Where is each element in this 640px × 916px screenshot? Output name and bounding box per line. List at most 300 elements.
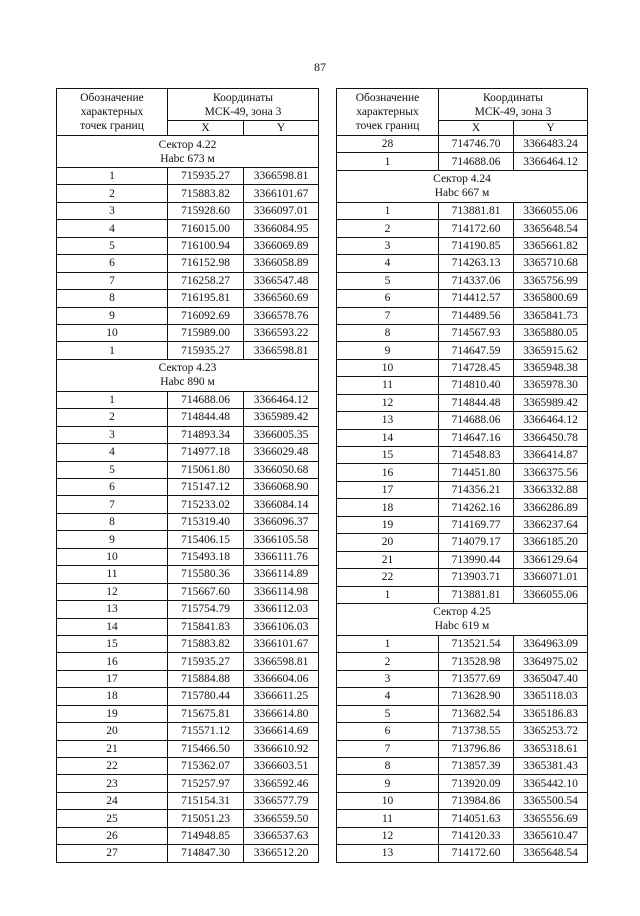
y-coordinate-cell: 3365318.61 [514, 740, 588, 757]
point-number-cell: 10 [337, 792, 439, 809]
point-number-cell: 13 [337, 845, 439, 862]
y-coordinate-cell: 3366578.76 [244, 307, 319, 324]
point-number-cell: 23 [57, 775, 168, 792]
x-coordinate-cell: 715675.81 [168, 705, 244, 722]
x-coordinate-cell: 715580.36 [168, 566, 244, 583]
point-number-cell: 4 [57, 220, 168, 237]
table-row [57, 531, 319, 548]
point-number-cell: 10 [337, 359, 439, 376]
x-coordinate-cell: 714647.59 [439, 342, 514, 359]
y-coordinate-cell: 3365253.72 [514, 723, 588, 740]
y-coordinate-cell: 3365442.10 [514, 775, 588, 792]
point-number-cell: 15 [337, 447, 439, 464]
table-row [337, 429, 588, 446]
x-coordinate-cell: 713857.39 [439, 758, 514, 775]
point-number-cell: 2 [57, 185, 168, 202]
point-number-cell: 3 [337, 670, 439, 687]
point-label-header-line: Обозначение [355, 92, 420, 104]
y-coordinate-cell: 3366464.12 [514, 153, 588, 170]
x-coordinate-cell: 716258.27 [168, 272, 244, 289]
table-row [57, 758, 319, 775]
x-coordinate-cell: 715233.02 [168, 496, 244, 513]
y-coordinate-cell: 3366560.69 [244, 290, 319, 307]
point-number-cell: 2 [337, 220, 439, 237]
y-coordinate-cell: 3366603.51 [244, 758, 319, 775]
y-coordinate-cell: 3366068.90 [244, 479, 319, 496]
point-number-cell: 7 [57, 272, 168, 289]
y-coordinate-cell: 3366106.03 [244, 618, 319, 635]
x-coordinate-cell: 714172.60 [439, 220, 514, 237]
table-row [337, 551, 588, 568]
table-row [57, 220, 319, 237]
x-coordinate-cell: 715667.60 [168, 583, 244, 600]
coordinates-table-right [336, 88, 588, 863]
table-row [57, 255, 319, 272]
x-coordinate-cell: 715928.60 [168, 202, 244, 219]
y-coordinate-cell: 3366101.67 [244, 635, 319, 652]
point-number-cell: 17 [57, 670, 168, 687]
point-number-cell: 11 [337, 810, 439, 827]
sector-header-row [337, 170, 588, 202]
x-coordinate-cell: 714262.16 [439, 499, 514, 516]
y-coordinate-cell: 3366071.01 [514, 569, 588, 586]
table-row [337, 670, 588, 687]
table-row [337, 481, 588, 498]
point-number-cell: 8 [337, 324, 439, 341]
table-row [337, 516, 588, 533]
coordinates-header-line: МСК-49, зона 3 [204, 105, 282, 118]
x-coordinate-cell: 715935.27 [168, 342, 244, 359]
x-coordinate-cell: 713903.71 [439, 569, 514, 586]
table-row [57, 583, 319, 600]
x-coordinate-cell: 714948.85 [168, 827, 244, 844]
x-coordinate-cell: 714548.83 [439, 447, 514, 464]
point-number-cell: 8 [57, 290, 168, 307]
x-coordinate-cell: 714977.18 [168, 444, 244, 461]
y-coordinate-cell: 3366029.48 [244, 444, 319, 461]
table-row [57, 444, 319, 461]
point-number-cell: 19 [57, 705, 168, 722]
sector-header-row [57, 359, 319, 391]
y-coordinate-cell: 3366414.87 [514, 447, 588, 464]
point-number-cell: 22 [337, 569, 439, 586]
point-number-cell: 1 [337, 202, 439, 219]
point-number-cell: 16 [57, 653, 168, 670]
y-coordinate-cell: 3366114.98 [244, 583, 319, 600]
point-number-cell: 2 [57, 409, 168, 426]
coordinates-header [439, 89, 588, 121]
x-coordinate-cell: 715884.88 [168, 670, 244, 687]
x-coordinate-cell: 716092.69 [168, 307, 244, 324]
table-row [337, 827, 588, 844]
y-coordinate-cell: 3366537.63 [244, 827, 319, 844]
table-row [337, 255, 588, 272]
point-number-cell: 14 [57, 618, 168, 635]
x-coordinate-cell: 715989.00 [168, 324, 244, 341]
table-row [57, 237, 319, 254]
point-number-cell: 4 [337, 688, 439, 705]
table-row [57, 479, 319, 496]
point-number-cell: 13 [57, 601, 168, 618]
point-number-cell: 14 [337, 429, 439, 446]
x-coordinate-cell: 714412.57 [439, 290, 514, 307]
point-number-cell: 15 [57, 635, 168, 652]
x-coordinate-cell: 714844.48 [168, 409, 244, 426]
y-coordinate-cell: 3365841.73 [514, 307, 588, 324]
point-number-cell: 9 [337, 342, 439, 359]
y-coordinate-cell: 3366375.56 [514, 464, 588, 481]
y-coordinate-cell: 3366237.64 [514, 516, 588, 533]
table-row [337, 290, 588, 307]
table-row [57, 705, 319, 722]
point-number-cell: 13 [337, 412, 439, 429]
y-coordinate-cell: 3365800.69 [514, 290, 588, 307]
table-row [57, 202, 319, 219]
table-row [337, 220, 588, 237]
x-coordinate-cell: 714489.56 [439, 307, 514, 324]
y-column-header: Y [514, 121, 588, 136]
y-coordinate-cell: 3366450.78 [514, 429, 588, 446]
y-coordinate-cell: 3366101.67 [244, 185, 319, 202]
y-coordinate-cell: 3366614.69 [244, 723, 319, 740]
y-coordinate-cell: 3365610.47 [514, 827, 588, 844]
table-row [57, 740, 319, 757]
y-coordinate-cell: 3366577.79 [244, 792, 319, 809]
point-number-cell: 18 [57, 688, 168, 705]
x-coordinate-cell: 716100.94 [168, 237, 244, 254]
x-coordinate-cell: 715051.23 [168, 810, 244, 827]
table-row [337, 237, 588, 254]
point-number-cell: 17 [337, 481, 439, 498]
point-number-cell: 6 [337, 723, 439, 740]
point-number-cell: 9 [337, 775, 439, 792]
point-label-header-line: характерных [80, 106, 144, 118]
table-row [57, 391, 319, 408]
point-number-cell: 7 [57, 496, 168, 513]
y-coordinate-cell: 3366610.92 [244, 740, 319, 757]
point-number-cell: 5 [337, 705, 439, 722]
point-number-cell: 28 [337, 136, 439, 153]
point-number-cell: 7 [337, 307, 439, 324]
x-coordinate-cell: 714172.60 [439, 845, 514, 862]
coordinates-table-left [56, 88, 319, 863]
x-coordinate-cell: 713920.09 [439, 775, 514, 792]
table-row [337, 705, 588, 722]
point-label-header-line: Обозначение [80, 92, 144, 104]
point-number-cell: 1 [57, 342, 168, 359]
table-row [337, 153, 588, 170]
table-row [337, 775, 588, 792]
point-number-cell: 25 [57, 810, 168, 827]
point-number-cell: 22 [57, 758, 168, 775]
table-row [337, 635, 588, 652]
y-coordinate-cell: 3365880.05 [514, 324, 588, 341]
table-row [337, 307, 588, 324]
sector-header [57, 136, 319, 168]
x-coordinate-cell: 714337.06 [439, 272, 514, 289]
y-coordinate-cell: 3364963.09 [514, 635, 588, 652]
x-coordinate-cell: 715841.83 [168, 618, 244, 635]
x-coordinate-cell: 713528.98 [439, 653, 514, 670]
x-coordinate-cell: 714688.06 [439, 412, 514, 429]
sector-title: Сектор 4.25 [433, 606, 491, 619]
y-coordinate-cell: 3365381.43 [514, 758, 588, 775]
x-coordinate-cell: 714356.21 [439, 481, 514, 498]
table-row [57, 635, 319, 652]
table-row [57, 324, 319, 341]
table-row [57, 827, 319, 844]
sector-header-row [57, 136, 319, 168]
y-column-header: Y [244, 121, 319, 136]
header-row [337, 89, 588, 121]
point-number-cell: 6 [57, 255, 168, 272]
y-coordinate-cell: 3366055.06 [514, 586, 588, 603]
y-coordinate-cell: 3366096.37 [244, 513, 319, 530]
y-coordinate-cell: 3365648.54 [514, 220, 588, 237]
y-coordinate-cell: 3365989.42 [514, 394, 588, 411]
point-number-cell: 3 [337, 237, 439, 254]
y-coordinate-cell: 3366604.06 [244, 670, 319, 687]
y-coordinate-cell: 3365047.40 [514, 670, 588, 687]
y-coordinate-cell: 3365978.30 [514, 377, 588, 394]
x-coordinate-cell: 713577.69 [439, 670, 514, 687]
point-number-cell: 10 [57, 324, 168, 341]
point-label-header [57, 89, 168, 136]
y-coordinate-cell: 3366593.22 [244, 324, 319, 341]
x-coordinate-cell: 713738.55 [439, 723, 514, 740]
x-coordinate-cell: 713984.86 [439, 792, 514, 809]
point-number-cell: 1 [57, 168, 168, 185]
y-coordinate-cell: 3366005.35 [244, 426, 319, 443]
table-row [337, 792, 588, 809]
y-coordinate-cell: 3366559.50 [244, 810, 319, 827]
table-row [337, 845, 588, 862]
x-coordinate-cell: 713682.54 [439, 705, 514, 722]
point-number-cell: 16 [337, 464, 439, 481]
x-coordinate-cell: 714847.30 [168, 845, 244, 862]
x-coordinate-cell: 713796.86 [439, 740, 514, 757]
x-coordinate-cell: 715154.31 [168, 792, 244, 809]
point-number-cell: 27 [57, 845, 168, 862]
point-number-cell: 5 [57, 237, 168, 254]
point-number-cell: 11 [57, 566, 168, 583]
point-number-cell: 5 [337, 272, 439, 289]
point-label-header-line: точек границ [355, 120, 420, 132]
y-coordinate-cell: 3366614.80 [244, 705, 319, 722]
x-coordinate-cell: 716195.81 [168, 290, 244, 307]
table-row [57, 618, 319, 635]
y-coordinate-cell: 3365989.42 [244, 409, 319, 426]
x-coordinate-cell: 714263.13 [439, 255, 514, 272]
x-coordinate-cell: 713521.54 [439, 635, 514, 652]
point-label-header [337, 89, 439, 136]
y-coordinate-cell: 3366112.03 [244, 601, 319, 618]
table-row [337, 342, 588, 359]
table-row [337, 394, 588, 411]
table-row [337, 586, 588, 603]
table-row [57, 653, 319, 670]
point-number-cell: 24 [57, 792, 168, 809]
x-coordinate-cell: 715571.12 [168, 723, 244, 740]
x-coordinate-cell: 715935.27 [168, 653, 244, 670]
y-coordinate-cell: 3366097.01 [244, 202, 319, 219]
sector-header [337, 603, 588, 635]
table-row [57, 168, 319, 185]
table-row [57, 566, 319, 583]
table-row [57, 601, 319, 618]
table-row [57, 810, 319, 827]
y-coordinate-cell: 3365648.54 [514, 845, 588, 862]
y-coordinate-cell: 3366084.95 [244, 220, 319, 237]
x-coordinate-cell: 715362.07 [168, 758, 244, 775]
sector-title: Сектор 4.22 [158, 138, 217, 151]
y-coordinate-cell: 3364975.02 [514, 653, 588, 670]
sector-header [57, 359, 319, 391]
x-coordinate-cell: 714746.70 [439, 136, 514, 153]
table-row [337, 136, 588, 153]
sector-elevation: Нabc 619 м [434, 620, 490, 633]
y-coordinate-cell: 3366129.64 [514, 551, 588, 568]
x-coordinate-cell: 715883.82 [168, 635, 244, 652]
coordinates-header [168, 89, 319, 121]
point-label-header-line: характерных [356, 106, 419, 118]
table-row [337, 412, 588, 429]
y-coordinate-cell: 3365118.03 [514, 688, 588, 705]
point-number-cell: 1 [337, 586, 439, 603]
x-coordinate-cell: 714688.06 [168, 391, 244, 408]
point-number-cell: 20 [57, 723, 168, 740]
point-number-cell: 1 [57, 391, 168, 408]
x-coordinate-cell: 714079.17 [439, 534, 514, 551]
x-coordinate-cell: 715754.79 [168, 601, 244, 618]
point-number-cell: 3 [57, 202, 168, 219]
table-row [57, 272, 319, 289]
x-coordinate-cell: 714893.34 [168, 426, 244, 443]
table-row [337, 723, 588, 740]
x-coordinate-cell: 715061.80 [168, 461, 244, 478]
point-number-cell: 11 [337, 377, 439, 394]
table-row [57, 845, 319, 862]
y-coordinate-cell: 3366069.89 [244, 237, 319, 254]
table-row [337, 569, 588, 586]
table-row [57, 496, 319, 513]
y-coordinate-cell: 3365948.38 [514, 359, 588, 376]
y-coordinate-cell: 3366611.25 [244, 688, 319, 705]
y-coordinate-cell: 3365915.62 [514, 342, 588, 359]
x-coordinate-cell: 715466.50 [168, 740, 244, 757]
sector-elevation: Нabc 667 м [434, 187, 490, 200]
x-coordinate-cell: 713881.81 [439, 586, 514, 603]
point-number-cell: 6 [57, 479, 168, 496]
y-coordinate-cell: 3366114.89 [244, 566, 319, 583]
x-coordinate-cell: 715319.40 [168, 513, 244, 530]
y-coordinate-cell: 3366512.20 [244, 845, 319, 862]
x-coordinate-cell: 715883.82 [168, 185, 244, 202]
y-coordinate-cell: 3366055.06 [514, 202, 588, 219]
y-coordinate-cell: 3366105.58 [244, 531, 319, 548]
point-number-cell: 26 [57, 827, 168, 844]
y-coordinate-cell: 3365556.69 [514, 810, 588, 827]
coordinates-header-line: Координаты [213, 91, 273, 104]
table-row [57, 513, 319, 530]
x-coordinate-cell: 714688.06 [439, 153, 514, 170]
table-row [337, 377, 588, 394]
y-coordinate-cell: 3365756.99 [514, 272, 588, 289]
point-number-cell: 12 [57, 583, 168, 600]
y-coordinate-cell: 3366598.81 [244, 168, 319, 185]
table-row [337, 810, 588, 827]
point-number-cell: 10 [57, 548, 168, 565]
table-row [57, 290, 319, 307]
y-coordinate-cell: 3365186.83 [514, 705, 588, 722]
y-coordinate-cell: 3366050.68 [244, 461, 319, 478]
table-row [337, 758, 588, 775]
table-row [57, 670, 319, 687]
point-number-cell: 12 [337, 827, 439, 844]
y-coordinate-cell: 3366332.88 [514, 481, 588, 498]
point-label-header-line: точек границ [80, 120, 144, 132]
y-coordinate-cell: 3366286.89 [514, 499, 588, 516]
x-coordinate-cell: 715780.44 [168, 688, 244, 705]
table-row [57, 409, 319, 426]
point-number-cell: 1 [337, 635, 439, 652]
y-coordinate-cell: 3366111.76 [244, 548, 319, 565]
point-number-cell: 21 [337, 551, 439, 568]
sector-header-row [337, 603, 588, 635]
point-number-cell: 4 [57, 444, 168, 461]
y-coordinate-cell: 3366058.89 [244, 255, 319, 272]
x-coordinate-cell: 714810.40 [439, 377, 514, 394]
y-coordinate-cell: 3366464.12 [514, 412, 588, 429]
x-coordinate-cell: 715493.18 [168, 548, 244, 565]
x-coordinate-cell: 714844.48 [439, 394, 514, 411]
point-number-cell: 2 [337, 653, 439, 670]
y-coordinate-cell: 3366598.81 [244, 653, 319, 670]
point-number-cell: 8 [57, 513, 168, 530]
page-number: 87 [314, 60, 326, 74]
y-coordinate-cell: 3366464.12 [244, 391, 319, 408]
table-row [57, 775, 319, 792]
x-column-header: X [168, 121, 244, 136]
table-row [337, 464, 588, 481]
table-row [337, 324, 588, 341]
point-number-cell: 9 [57, 531, 168, 548]
point-number-cell: 7 [337, 740, 439, 757]
sector-title: Сектор 4.23 [158, 362, 217, 375]
y-coordinate-cell: 3366547.48 [244, 272, 319, 289]
point-number-cell: 21 [57, 740, 168, 757]
table-row [57, 342, 319, 359]
table-row [337, 447, 588, 464]
y-coordinate-cell: 3366592.46 [244, 775, 319, 792]
y-coordinate-cell: 3365500.54 [514, 792, 588, 809]
y-coordinate-cell: 3365661.82 [514, 237, 588, 254]
x-coordinate-cell: 716015.00 [168, 220, 244, 237]
x-coordinate-cell: 714120.33 [439, 827, 514, 844]
table-row [57, 307, 319, 324]
x-coordinate-cell: 713990.44 [439, 551, 514, 568]
coordinates-header-line: Координаты [483, 91, 543, 104]
sector-elevation: Нabc 673 м [160, 152, 215, 165]
x-coordinate-cell: 715147.12 [168, 479, 244, 496]
y-coordinate-cell: 3366598.81 [244, 342, 319, 359]
x-coordinate-cell: 714728.45 [439, 359, 514, 376]
point-number-cell: 20 [337, 534, 439, 551]
x-column-header: X [439, 121, 514, 136]
x-coordinate-cell: 714190.85 [439, 237, 514, 254]
point-number-cell: 19 [337, 516, 439, 533]
x-coordinate-cell: 714567.93 [439, 324, 514, 341]
